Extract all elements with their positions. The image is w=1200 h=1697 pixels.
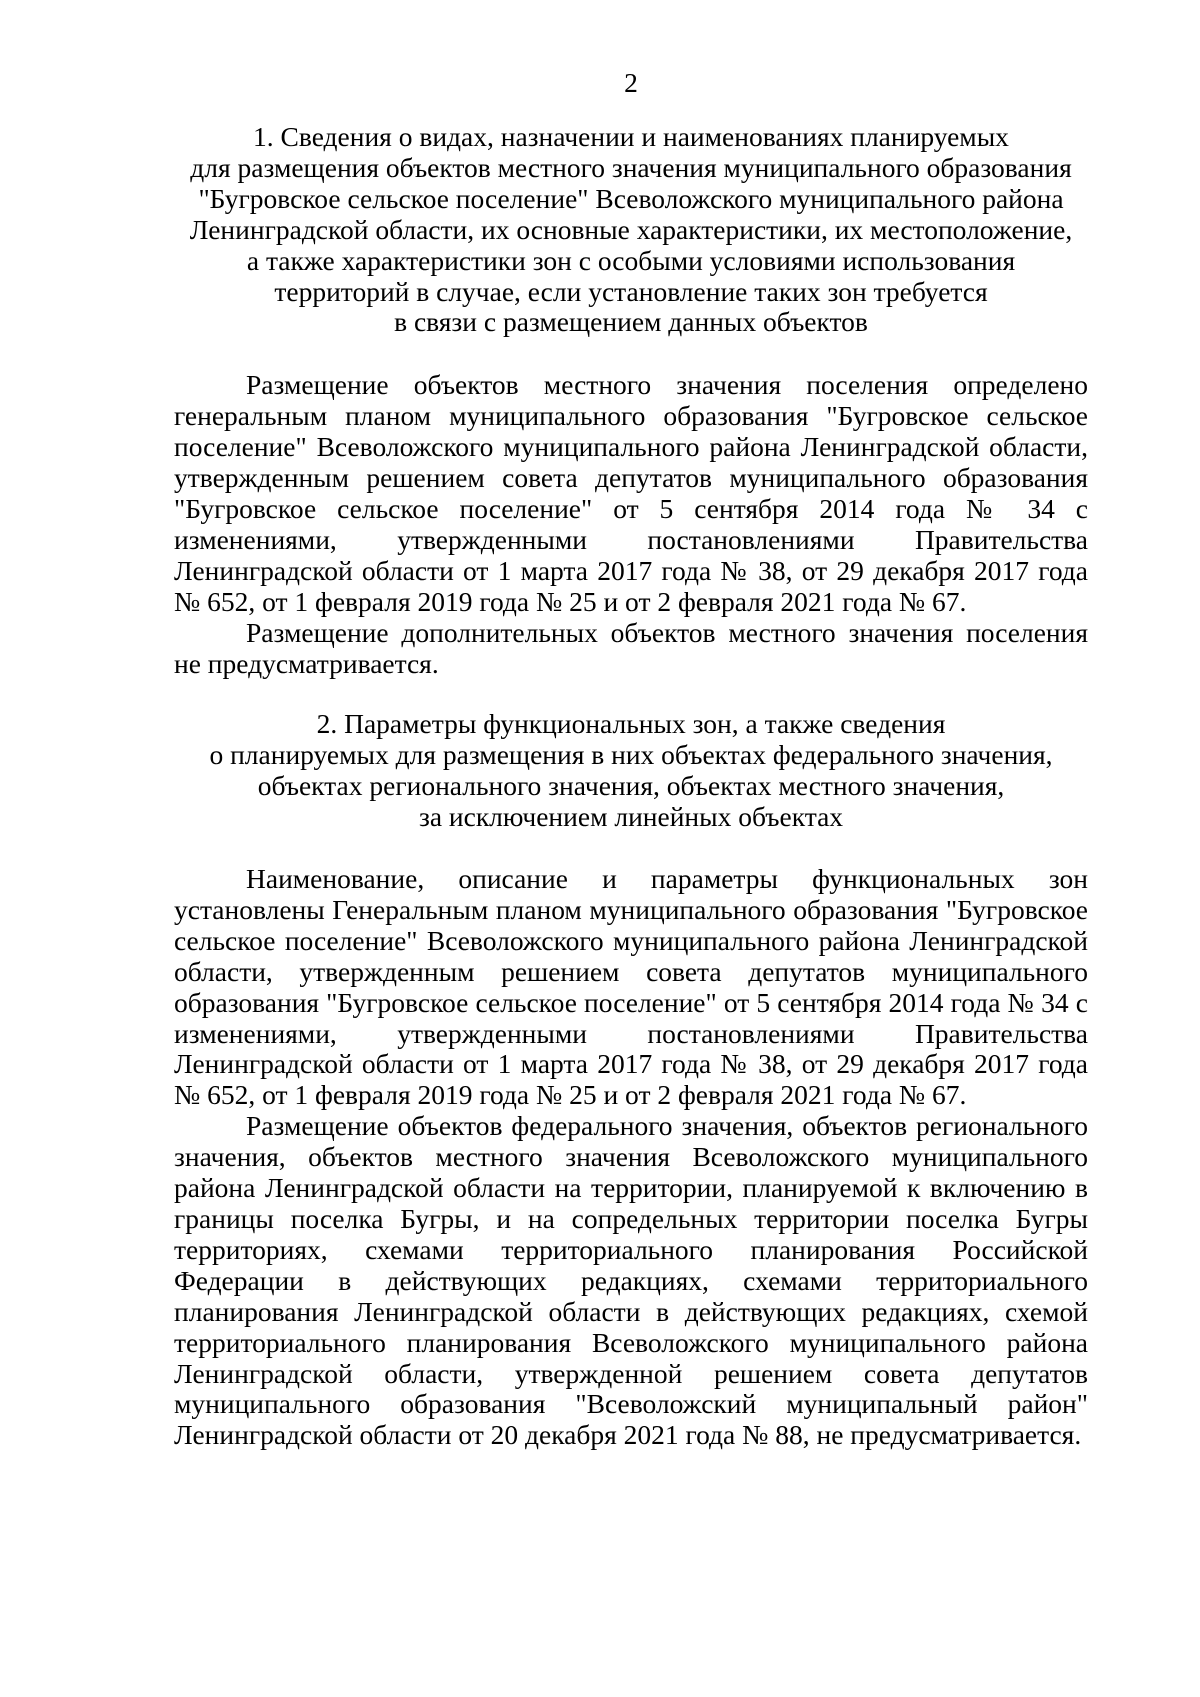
paragraph: Размещение объектов местного значения поселения определено генеральным планом муниципального образования "Бугровское сельское поселение" Всеволожского муниципального района Ленинградской области, утвержденным решением совета депутатов муниципального образования "Бугровское сельское поселение" от 5 сентября 2014 года № 34 с изменениями, утвержденными постановлениями Правительства Ленинградской области от 1 марта 2017 года № 38, от 29 декабря 2017 года № 652, от 1 февраля 2019 года № 25 и от 2 февраля 2021 года № 67. bbox=[174, 369, 1088, 617]
heading-line: о планируемых для размещения в них объектах федерального значения, bbox=[209, 739, 1053, 771]
section-2-heading bbox=[174, 709, 1088, 833]
heading-line: 2. Параметры функциональных зон, а также сведения bbox=[316, 708, 946, 740]
paragraph: Размещение объектов федерального значения, объектов регионального значения, объектов местного значения Всеволожского муниципального района Ленинградской области на территории, планируемой к включению в границы поселка Бугры, и на сопредельных территории поселка Бугры территориях, схемами территориального планирования Российской Федерации в действующих редакциях, схемами территориального планирования Ленинградской области в действующих редакциях, схемой территориального планирования Всеволожского муниципального района Ленинградской области, утвержденной решением совета депутатов муниципального образования "Всеволожский муниципальный район" Ленинградской области от 20 декабря 2021 года № 88, не предусматривается. bbox=[174, 1110, 1088, 1451]
paragraph: Размещение дополнительных объектов местного значения поселения не предусматривается. bbox=[174, 616, 1088, 679]
heading-line: в связи с размещением данных объектов bbox=[394, 306, 868, 338]
heading-line: Ленинградской области, их основные характеристики, их местоположение, bbox=[189, 213, 1073, 245]
heading-line: для размещения объектов местного значения муниципального образования bbox=[190, 151, 1072, 183]
document-body bbox=[174, 68, 1088, 1451]
section-1 bbox=[174, 122, 1088, 679]
page-number: 2 bbox=[624, 67, 638, 98]
paragraph: Наименование, описание и параметры функциональных зон установлены Генеральным планом муниципального образования "Бугровское сельское поселение" Всеволожского муниципального района Ленинградской области, утвержденным решением совета депутатов муниципального образования "Бугровское сельское поселение" от 5 сентября 2014 года № 34 с изменениями, утвержденными постановлениями Правительства Ленинградской области от 1 марта 2017 года № 38, от 29 декабря 2017 года № 652, от 1 февраля 2019 года № 25 и от 2 февраля 2021 года № 67. bbox=[174, 863, 1088, 1111]
heading-line: 1. Сведения о видах, назначении и наименованиях планируемых bbox=[253, 121, 1009, 152]
heading-line: а также характеристики зон с особыми условиями использования bbox=[246, 244, 1016, 276]
heading-line: за исключением линейных объектах bbox=[418, 801, 844, 833]
heading-line: "Бугровское сельское поселение" Всеволожского муниципального района bbox=[198, 182, 1064, 214]
heading-line: объектах регионального значения, объектах местного значения, bbox=[257, 770, 1005, 802]
heading-line: территорий в случае, если установление таких зон требуется bbox=[274, 275, 988, 307]
section-2 bbox=[174, 709, 1088, 1451]
section-1-heading bbox=[174, 122, 1088, 338]
